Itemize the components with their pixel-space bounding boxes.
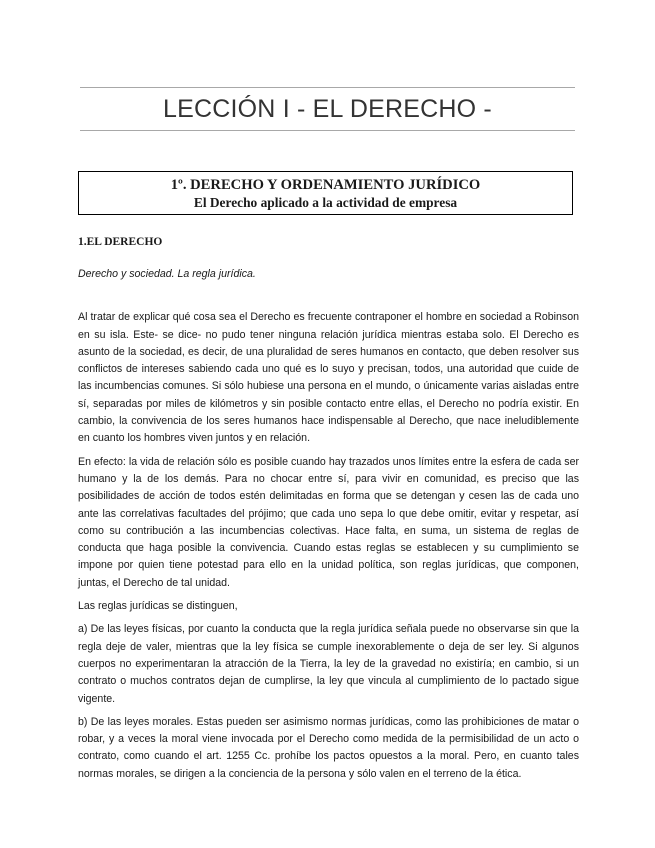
- paragraph-4: a) De las leyes físicas, por cuanto la conducta que la regla jurídica señala puede no observarse sin que la regla deje de valer, mientras que la ley física se cumple inexorablemente o deja de ser ley. Si algunos cuerpos no experimentaran la atracción de la Tierra, la ley de la gravedad no existiría; en cambio, si un contrato o muchos contratos dejan de cumplirse, la ley que vincula al cumplimiento de lo pactado sigue vigente.: [78, 623, 579, 705]
- paragraph-2: En efecto: la vida de relación sólo es posible cuando hay trazados unos límites entre la esfera de cada ser humano y la de los demás. Para no chocar entre sí, para vivir en comunidad, es preciso que las posibilidades de acción de todos estén delimitadas en forma que se detengan y cesen las de cada uno ante las correlativas facultades del prójimo; que cada uno sepa lo que debe omitir, evitar y respetar, así como su contribución a las incumbencias colectivas. Hace falta, en suma, un sistema de reglas de conducta que haga posible la convivencia. Cuando estas reglas se establecen y su cumplimiento se impone por quien tiene potestad para ello en la unidad política, son reglas jurídicas, que componen, juntas, el Derecho de tal unidad.: [78, 455, 579, 589]
- section-title: 1º. DERECHO Y ORDENAMIENTO JURÍDICO: [170, 177, 481, 193]
- body-content: [78, 234, 579, 789]
- paragraph-3: Las reglas jurídicas se distinguen,: [78, 600, 238, 613]
- section-subtitle: El Derecho aplicado a la actividad de empresa: [193, 195, 458, 210]
- section-heading: 1.EL DERECHO: [78, 236, 163, 248]
- section-title-box: [78, 171, 573, 215]
- title-bottom-rule: [80, 130, 575, 131]
- title-top-rule: [80, 87, 575, 88]
- paragraph-5: b) De las leyes morales. Estas pueden ser asimismo normas jurídicas, como las prohibiciones de matar o robar, y a veces la moral viene invocada por el Derecho como medida de la permisibilidad de un acto o contrato, como cuando el art. 1255 Cc. prohíbe los pactos opuestos a la moral. Pero, en cuanto tales normas morales, se dirigen a la conciencia de la persona y sólo valen en el terreno de la ética.: [78, 715, 579, 780]
- italic-subheading: Derecho y sociedad. La regla jurídica.: [78, 268, 256, 280]
- lesson-title: LECCIÓN I - EL DERECHO -: [163, 95, 492, 123]
- paragraph-1: Al tratar de explicar qué cosa sea el Derecho es frecuente contraponer el hombre en sociedad a Robinson en su isla. Este- se dice- no pudo tener ninguna relación jurídica mientras estaba solo. El Derecho es asunto de la sociedad, es decir, de una pluralidad de seres humanos en contacto, que deben resolver sus conflictos de intereses sabiendo cada uno qué es lo suyo y precisan, todos, una autoridad que cuide de las incumbencias comunes. Si sólo hubiese una persona en el mundo, o únicamente varias aisladas entre sí, separadas por miles de kilómetros y sin posible contacto entre ellas, el Derecho no podría existir. En cambio, la convivencia de los seres humanos hace indispensable al Derecho, que nace ineludiblemente en cuanto los hombres viven juntos y en relación.: [78, 311, 579, 445]
